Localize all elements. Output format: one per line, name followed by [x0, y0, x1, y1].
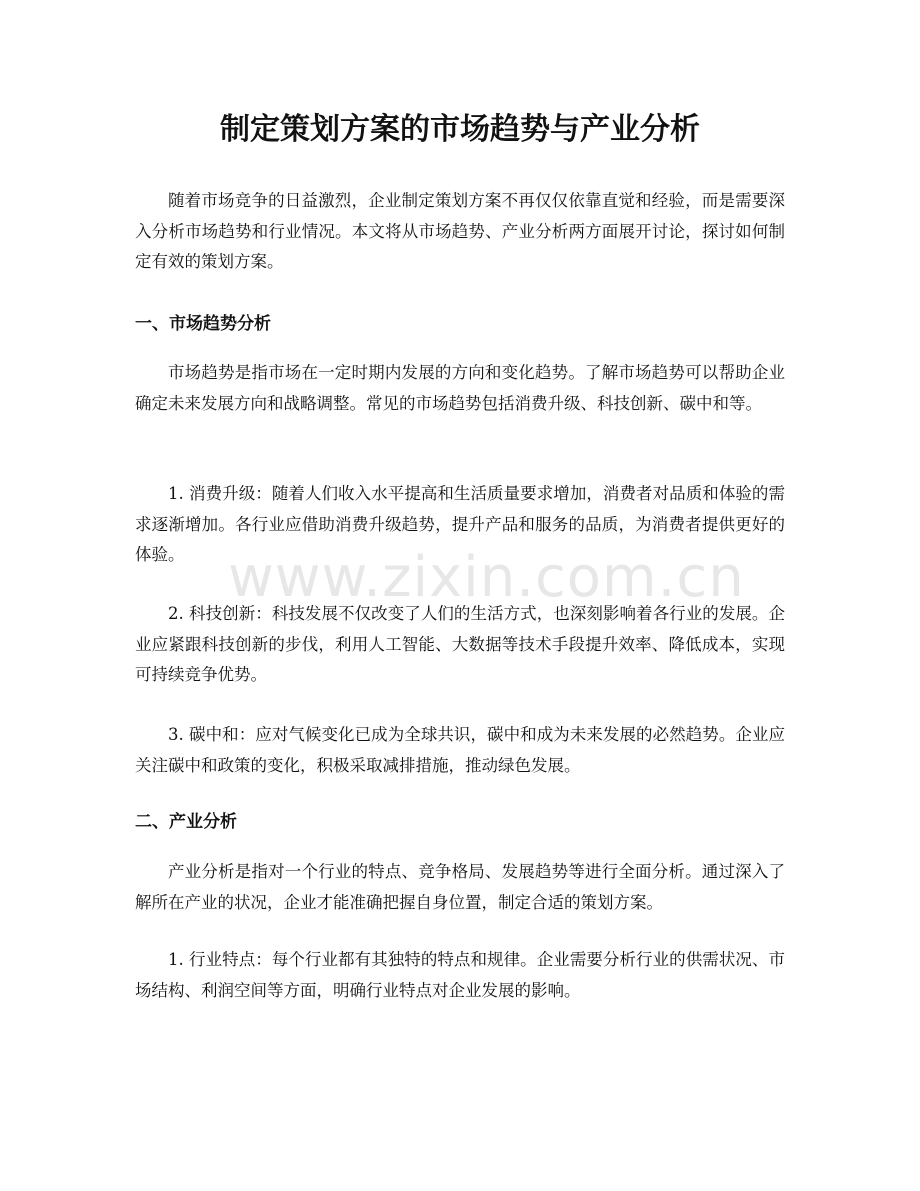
- document-title: 制定策划方案的市场趋势与产业分析: [220, 112, 700, 147]
- section2-intro-paragraph: 产业分析是指对一个行业的特点、竞争格局、发展趋势等进行全面分析。通过深入了解所在产业的状况，企业才能准确把握自身位置，制定合适的策划方案。: [135, 862, 785, 912]
- list-item-carbon-neutrality: 3. 碳中和：应对气候变化已成为全球共识，碳中和成为未来发展的必然趋势。企业应关注碳中和政策的变化，积极采取减排措施，推动绿色发展。: [135, 725, 785, 775]
- watermark: www.zixin.com.cn: [228, 545, 745, 610]
- section-heading-market-trends: 一、市场趋势分析: [135, 314, 271, 334]
- list-item-industry-features: 1. 行业特点：每个行业都有其独特的特点和规律。企业需要分析行业的供需状况、市场结构、利润空间等方面，明确行业特点对企业发展的影响。: [135, 950, 785, 1000]
- list-item-consumption-upgrade: 1. 消费升级：随着人们收入水平提高和生活质量要求增加，消费者对品质和体验的需求逐渐增加。各行业应借助消费升级趋势，提升产品和服务的品质，为消费者提供更好的体验。: [135, 484, 785, 564]
- section1-intro-paragraph: 市场趋势是指市场在一定时期内发展的方向和变化趋势。了解市场趋势可以帮助企业确定未来发展方向和战略调整。常见的市场趋势包括消费升级、科技创新、碳中和等。: [135, 363, 785, 413]
- section-heading-industry-analysis: 二、产业分析: [135, 812, 237, 832]
- list-item-tech-innovation: 2. 科技创新：科技发展不仅改变了人们的生活方式，也深刻影响着各行业的发展。企业应紧跟科技创新的步伐，利用人工智能、大数据等技术手段提升效率、降低成本，实现可持续竞争优势。: [135, 604, 785, 684]
- intro-paragraph: 随着市场竞争的日益激烈，企业制定策划方案不再仅仅依靠直觉和经验，而是需要深入分析市场趋势和行业情况。本文将从市场趋势、产业分析两方面展开讨论，探讨如何制定有效的策划方案。: [135, 191, 785, 271]
